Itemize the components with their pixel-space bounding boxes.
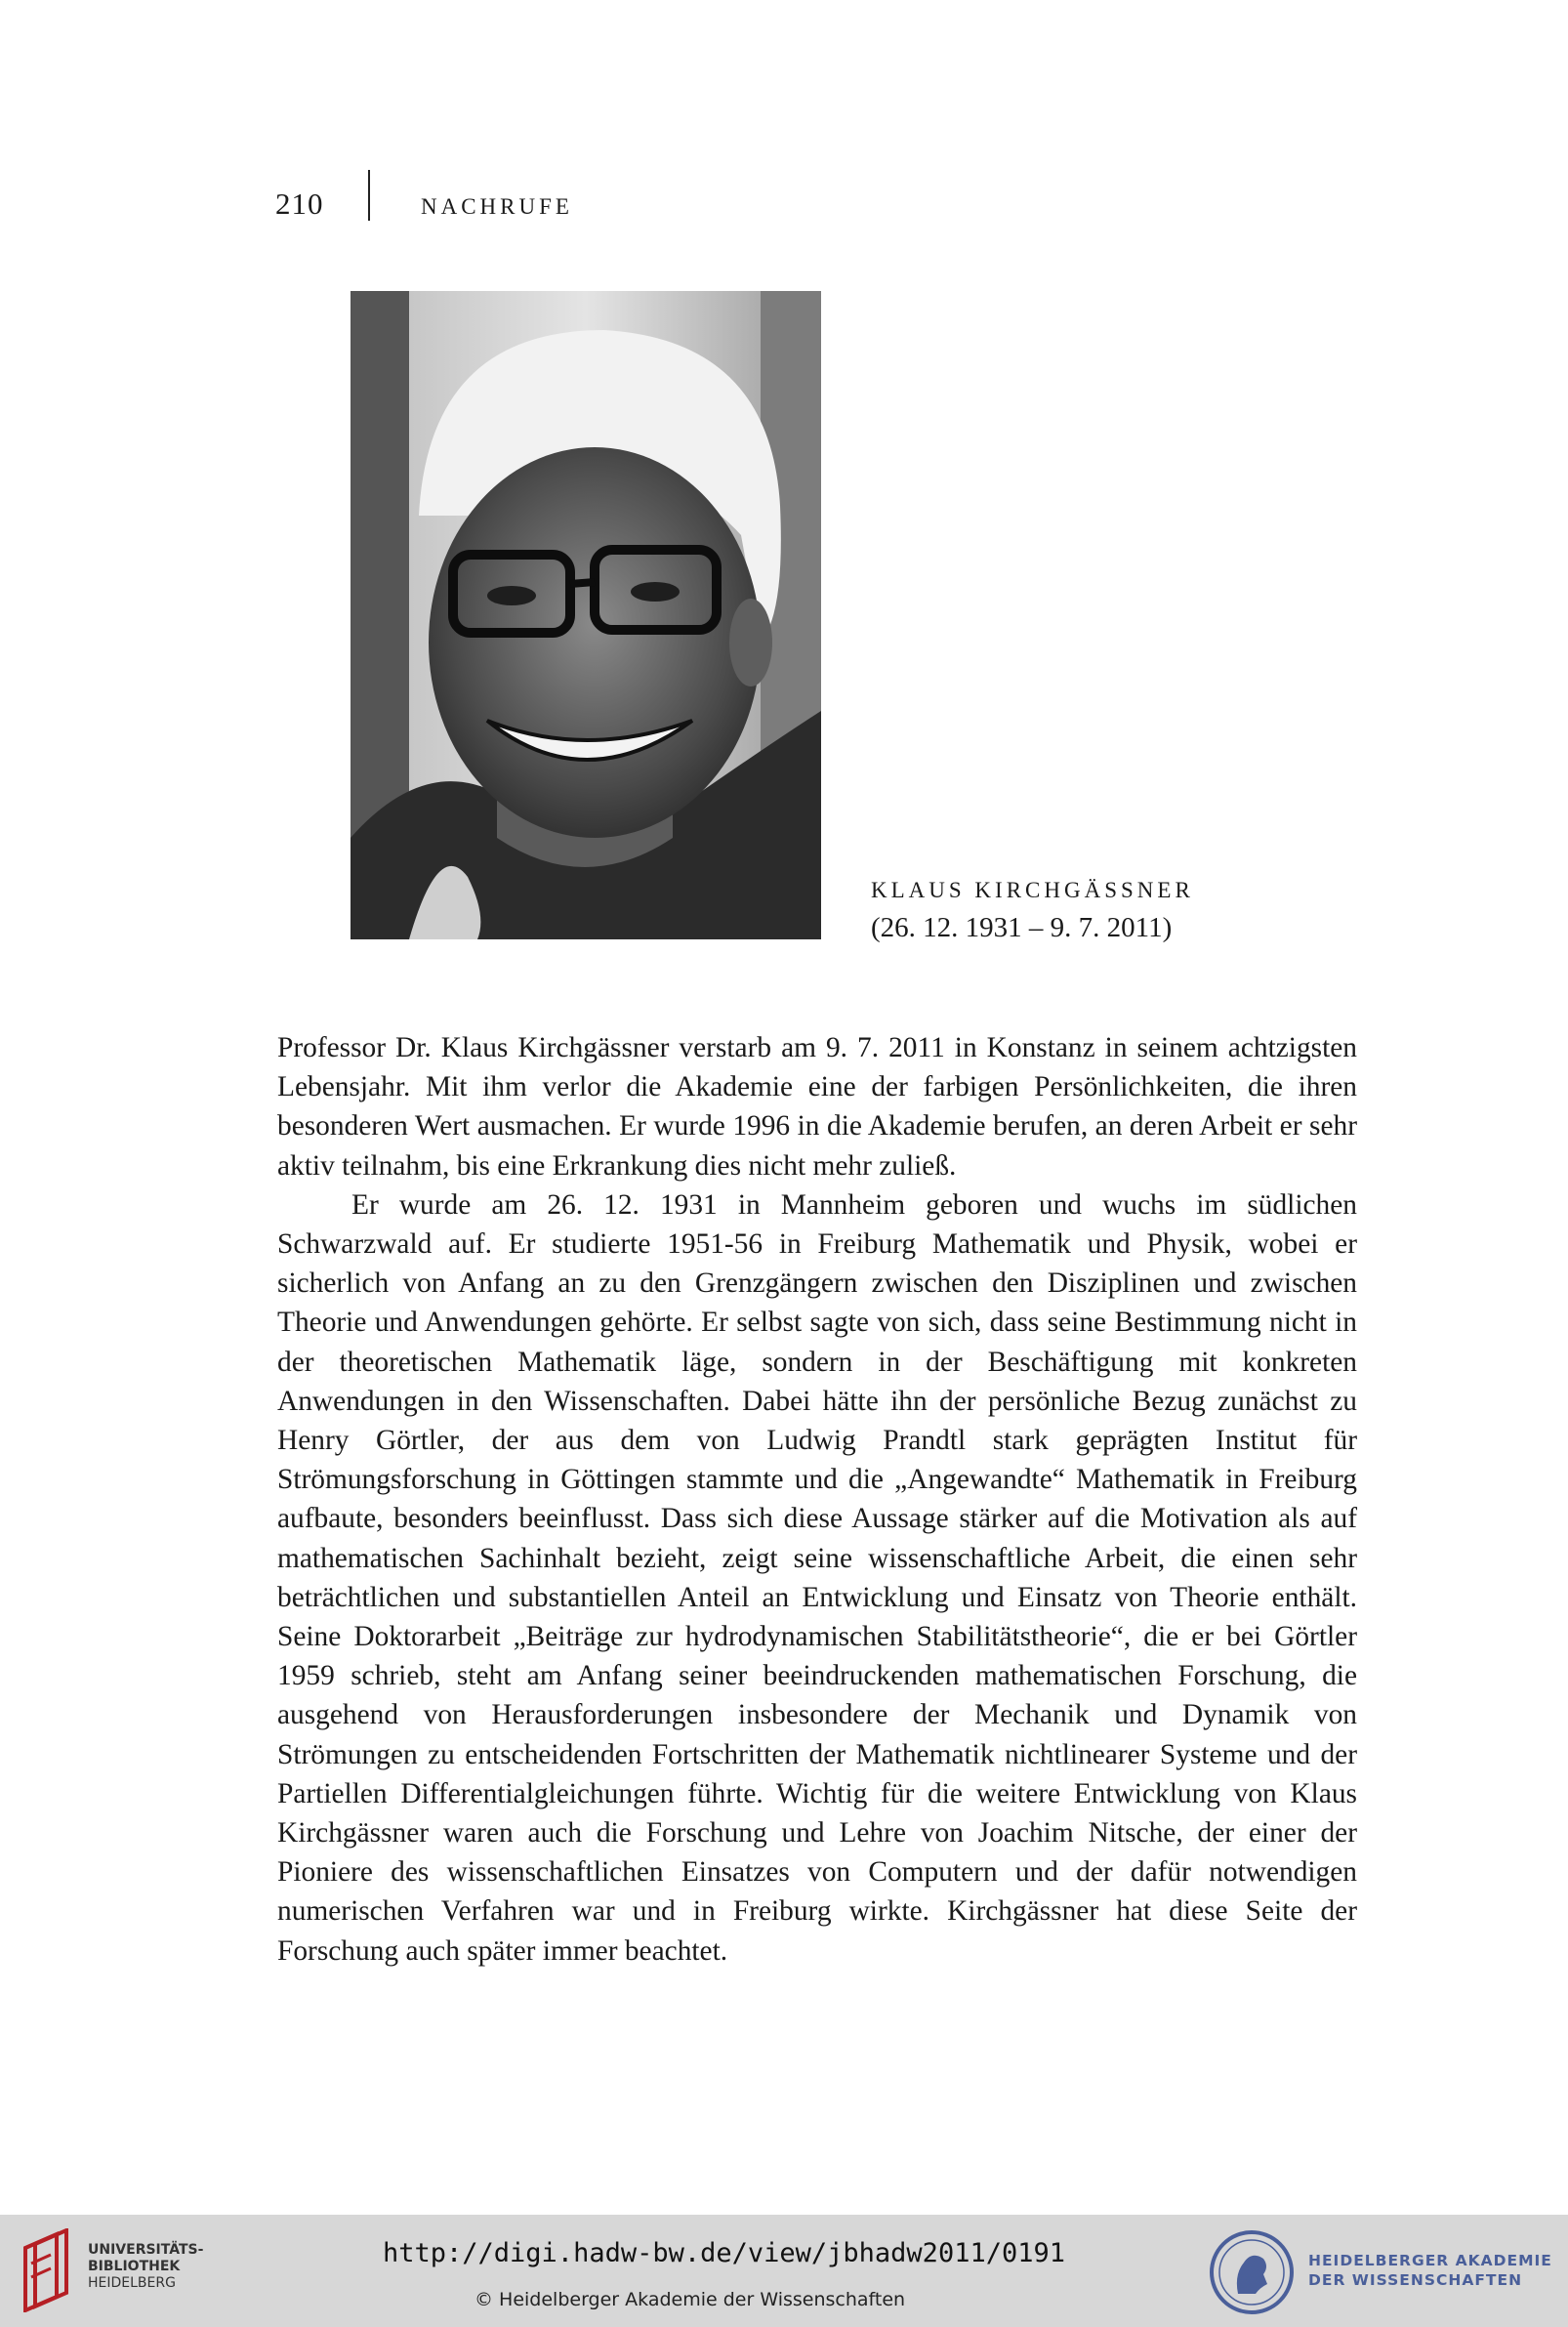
- section-title: NACHRUFE: [421, 194, 573, 219]
- library-name-line: BIBLIOTHEK: [88, 2259, 181, 2274]
- academy-name-line: DER WISSENSCHAFTEN: [1308, 2271, 1523, 2289]
- copyright-notice: © Heidelberger Akademie der Wissenschaften: [475, 2289, 906, 2310]
- library-name-line: HEIDELBERG: [88, 2275, 176, 2291]
- academy-name-line: HEIDELBERGER AKADEMIE: [1308, 2252, 1552, 2269]
- header-divider: [368, 170, 370, 221]
- academy-name: [1308, 2251, 1552, 2290]
- life-dates: (26. 12. 1931 – 9. 7. 2011): [871, 912, 1173, 943]
- library-name: [88, 2242, 203, 2292]
- paragraph: Er wurde am 26. 12. 1931 in Mannheim geboren und wuchs im südlichen Schwarzwald auf. Er studierte 1951-56 in Freiburg Mathematik und Physik, wobei er sicherlich von Anfang an zu den Grenzgängern zwischen den Disziplinen und zwischen Theorie und Anwendungen gehörte. Er selbst sagte von sich, dass seine Bestimmung nicht in der theoretischen Mathematik läge, sondern in der Beschäftigung mit konkreten Anwendungen in den Wissenschaften. Dabei hätte ihn der persönliche Bezug zunächst zu Henry Görtler, der aus dem von Ludwig Prandtl stark geprägten Institut für Strömungsforschung in Göttingen stammte und die „Angewandte“ Mathematik in Freiburg aufbaute, besonders beeinflusst. Dass sich diese Aussage stärker auf die Motivation als auf mathematischen Sachinhalt bezieht, zeigt seine wissenschaftliche Arbeit, die einen sehr beträchtlichen und substantiellen Anteil an Entwicklung und Einsatz von Theorie enthält. Seine Doktorarbeit „Beiträge zur hydrodynamischen Stabilitätstheorie“, die er bei Görtler 1959 schrieb, steht am Anfang seiner beeindruckenden mathematischen Forschung, die ausgehend von Herausforderungen insbesondere der Mechanik und Dynamik von Strömungen zu entscheidenden Fortschritten der Mathematik nichtlinearer Systeme und der Partiellen Differentialgleichungen führte. Wichtig für die weitere Entwicklung von Klaus Kirchgässner waren auch die Forschung und Lehre von Joachim Nitsche, der einer der Pioniere des wissenschaftlichen Einsatzes von Computern und der dafür notwendigen numerischen Verfahren war und in Freiburg wirkte. Kirchgässner hat diese Seite der Forschung auch später immer beachtet.: [277, 1188, 1357, 1967]
- person-name: KLAUS KIRCHGÄSSNER: [871, 878, 1194, 902]
- permalink-url[interactable]: http://digi.hadw-bw.de/view/jbhadw2011/0191: [383, 2238, 1065, 2268]
- library-name-line: UNIVERSITÄTS-: [88, 2242, 204, 2258]
- page-number: 210: [275, 187, 324, 221]
- library-logo-icon: [18, 2228, 80, 2312]
- academy-seal-icon: [1209, 2229, 1295, 2315]
- paragraph: Professor Dr. Klaus Kirchgässner verstarb am 9. 7. 2011 in Konstanz in seinem achtzigsten Lebensjahr. Mit ihm verlor die Akademie eine der farbigen Persönlichkeiten, die ihren besonderen Wert ausmachen. Er wurde 1996 in die Akademie berufen, an deren Arbeit er sehr aktiv teilnahm, bis eine Erkrankung dies nicht mehr zuließ.: [277, 1032, 1357, 1182]
- obituary-text: [277, 1028, 1357, 1971]
- footer-bar: [0, 2215, 1568, 2327]
- portrait-photo: [351, 291, 821, 939]
